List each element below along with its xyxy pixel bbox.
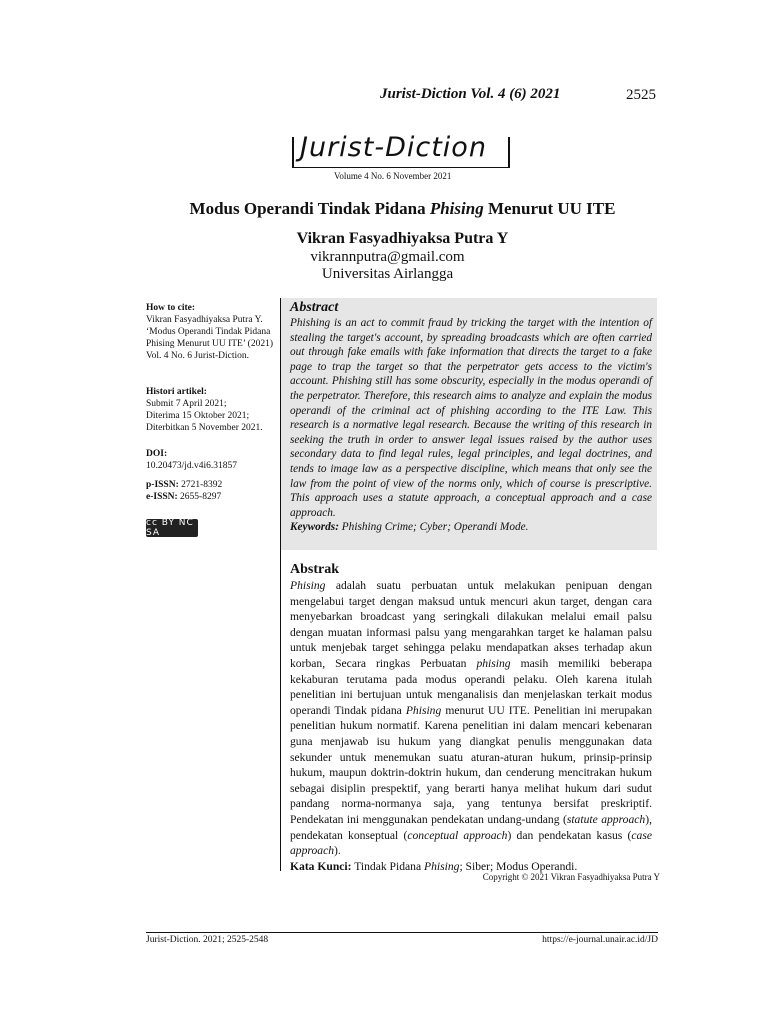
how-to-cite: How to cite: Vikran Fasyadhiyaksa Putra Y. ‘Modus Operandi Tindak Pidana Phising Menurut UU ITE’ (2021) Vol. 4 No. 6 Jurist-Diction.: [146, 303, 274, 361]
author-email[interactable]: vikrannputra@gmail.com: [310, 249, 465, 265]
footer-citation: Jurist-Diction. 2021; 2525-2548: [146, 935, 269, 945]
doi: DOI: 10.20473/jd.v4i6.31857: [146, 449, 238, 471]
page-number: 2525: [626, 87, 656, 103]
issn-info: p-ISSN: 2721-8392 e-ISSN: 2655-8297: [146, 480, 223, 502]
doi-link[interactable]: 10.20473/jd.v4i6.31857: [146, 461, 238, 471]
abstract-box: [281, 298, 657, 550]
abstrak-text: Phising adalah suatu perbuatan untuk melakukan penipuan dengan mengelabui target dengan maksud untuk mencuri akun target, dengan cara menyebarkan broadcast yang seringkali dilakukan melalui email palsu dengan muatan informasi palsu yang mengarahkan target ke halaman palsu untuk menjebak target sehingga pelaku mendapatkan akses terhadap akun korban, Secara ringkas Perbuatan phising masih memiliki beberapa kekaburan terutama pada modus operandi pelaku. Oleh karena itulah penelitian ini bertujuan untuk menganalisis dan menjelaskan terkait modus operandi Tindak pidana Phising menurut UU ITE. Penelitian ini merupakan penelitian hukum normatif. Karena penelitian ini dalam mencari kebenaran guna menjawab isu hukum yang diangkat penulis menggunakan data sekunder untuk menemukan suatu aturan-aturan hukum, prinsip-prinsip hukum, maupun doktrin-doktrin hukum, dan cenderung mencitrakan hukum sebagai disiplin prespektif, yang berarti hanya melihat hukum dari sudut pandang norma-normanya saja, yang tentunya bersifat preskriptif. Pendekatan ini menggunakan pendekatan undang-undang (statute approach), pendekatan konseptual (conceptual approach) dan pendekatan kasus (case approach).: [290, 579, 652, 858]
journal-logo: Jurist-Diction: [300, 132, 487, 163]
author-affiliation: Universitas Airlangga: [321, 266, 454, 282]
keywords: Keywords: Phishing Crime; Cyber; Operandi Mode.: [290, 521, 529, 534]
footer-url[interactable]: https://e-journal.unair.ac.id/JD: [542, 935, 658, 945]
abstrak-section: [290, 562, 652, 874]
volume-line: Volume 4 No. 6 November 2021: [334, 171, 452, 181]
copyright-notice: Copyright © 2021 Vikran Fasyadhiyaksa Putra Y: [482, 872, 660, 882]
abstrak-heading: Abstrak: [290, 562, 340, 577]
footer-divider: [146, 932, 658, 933]
running-head: Jurist-Diction Vol. 4 (6) 2021: [380, 86, 561, 102]
abstract-heading: Abstract: [290, 300, 339, 315]
author-name: Vikran Fasyadhiyaksa Putra Y: [296, 230, 509, 247]
creative-commons-license-icon[interactable]: cc BY NC SA: [146, 519, 198, 537]
article-history: Histori artikel: Submit 7 April 2021; Diterima 15 Oktober 2021; Diterbitkan 5 November 2021.: [146, 387, 263, 433]
main-column: [280, 298, 657, 871]
article-title: Modus Operandi Tindak Pidana Phising Menurut UU ITE: [189, 199, 616, 218]
abstract-text: Phishing is an act to commit fraud by tricking the target with the intention of stealing the target's account, by spreading broadcasts which are often carried out through fake emails with fake information that directs the target to a fake page to trap the target so that the perpetrator gets access to the victim's account. Phishing still has some obscurity, especially in the modus operandi of the perpetrator. Therefore, this research aims to analyze and explain the modus operandi of the criminal act of phishing according to the ITE Law. This research is a normative legal research. Because the writing of this research in seeking the truth in order to answer legal issues raised by the author uses secondary data to find legal rules, legal principles, and legal doctrines, and tends to image law as a perspective discipline, which means that only see the law from the point of view of the norms only, which of course is prescriptive. This approach uses a statute approach, a conceptual approach and a case approach.: [290, 317, 652, 519]
kata-kunci: Kata Kunci: Tindak Pidana Phising; Siber; Modus Operandi.: [290, 859, 578, 873]
